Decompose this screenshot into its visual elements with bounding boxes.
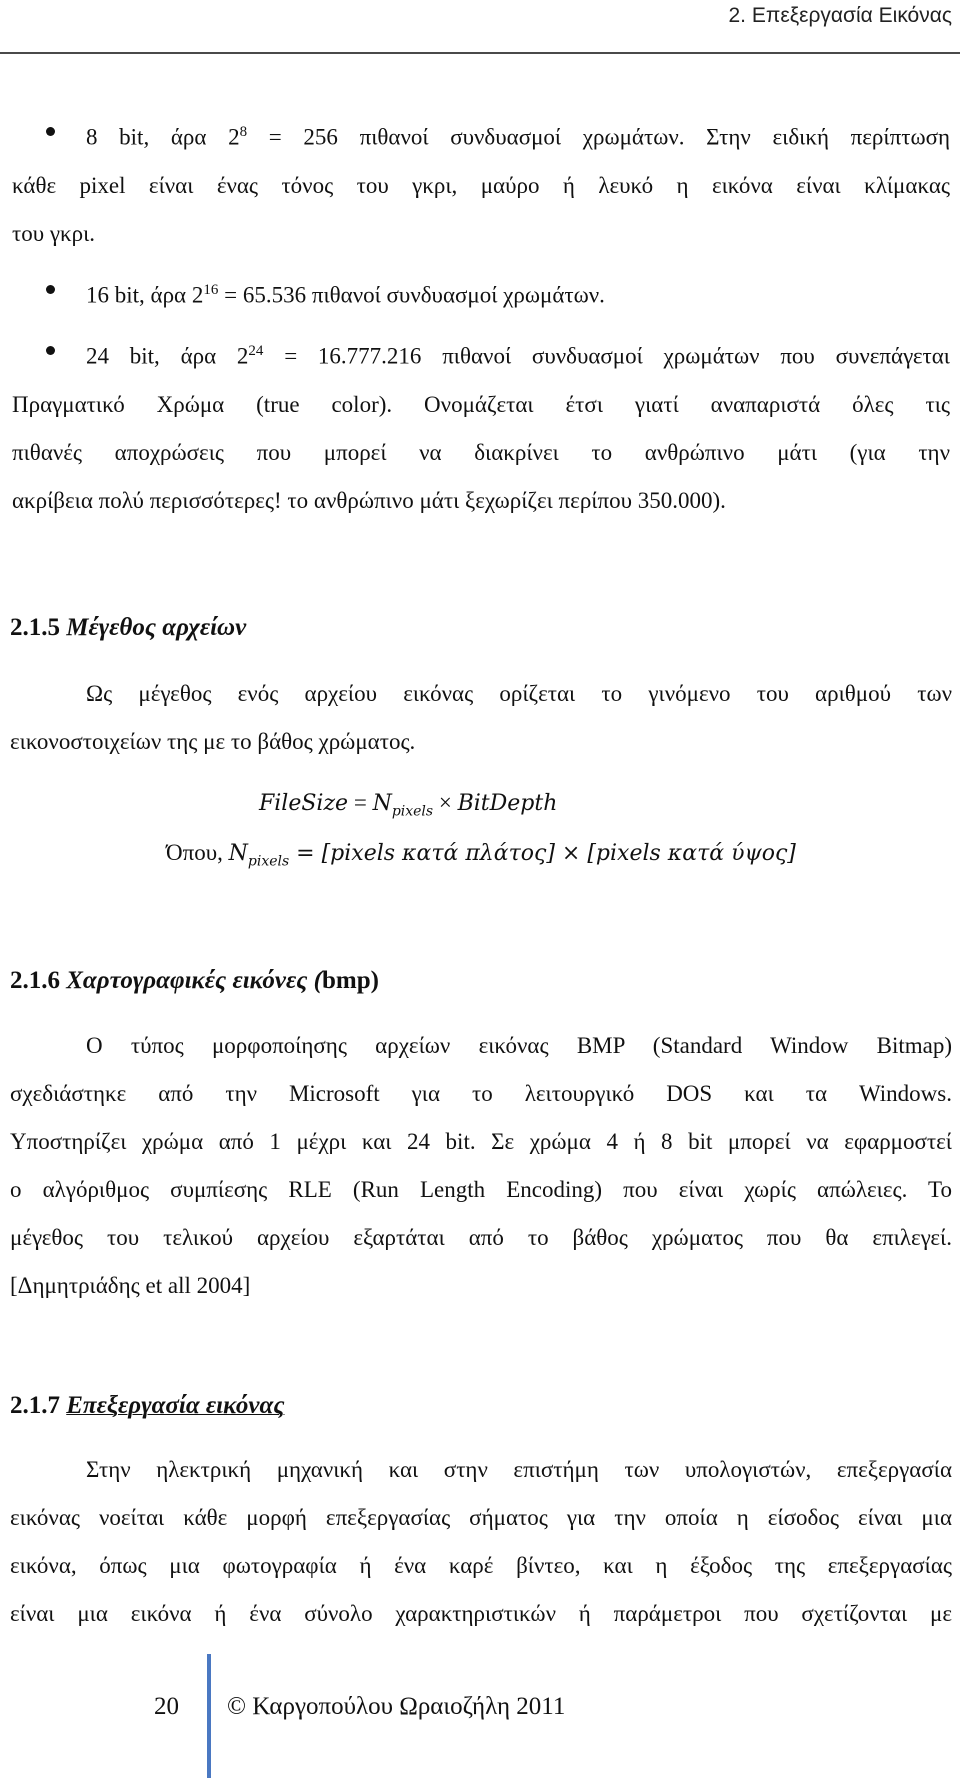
section-title: Χαρτογραφικές εικόνες ( (66, 967, 322, 994)
bullet-text: 8 bit, άρα 2 (86, 124, 240, 150)
bullet-line: κάθε pixel είναι ένας τόνος του γκρι, μαύρο ή λευκό η εικόνα είναι κλίμακας (12, 172, 950, 198)
paragraph-image-processing (10, 1446, 952, 1638)
paragraph-line: Ως μέγεθος ενός αρχείου εικόνας ορίζεται το γινόμενο του αριθμού των (86, 681, 952, 706)
paragraph-line: ο αλγόριθμος συμπίεσης RLE (Run Length Encoding) που είναι χωρίς απώλειες. Το (10, 1177, 952, 1202)
paragraph-line: εικονοστοιχείων της με το βάθος χρώματος. (10, 729, 416, 754)
formula-operator: = (348, 790, 373, 815)
section-title: Μέγεθος αρχείων (66, 614, 247, 641)
section-heading-2-1-6 (10, 964, 379, 998)
bullet-line: ακρίβεια πολύ περισσότερες! το ανθρώπινο μάτι ξεχωρίζει περίπου 350.000). (12, 487, 726, 513)
formula-term: FileSize (259, 791, 349, 816)
bullet-dot-icon (46, 285, 55, 294)
bullet-line: πιθανές αποχρώσεις που μπορεί να διακρίνει το ανθρώπινο μάτι (για την (12, 439, 950, 465)
footer-divider (207, 1654, 211, 1778)
formula-term: N (228, 841, 248, 866)
bullet-text: = 65.536 πιθανοί συνδυασμοί χρωμάτων. (218, 282, 605, 308)
exponent: 8 (239, 124, 248, 140)
exponent: 16 (203, 281, 219, 298)
paragraph-line: μέγεθος του τελικού αρχείου εξαρτάται από το βάθος χρώματος που θα επιλεγεί. (10, 1225, 952, 1250)
paragraph-line: Ο τύπος μορφοποίησης αρχείων εικόνας BMP (Standard Window Bitmap) (86, 1033, 952, 1058)
paragraph-line: σχεδιάστηκε από την Microsoft για το λειτουργικό DOS και τα Windows. (10, 1081, 952, 1106)
formula-term: = [pixels κατά πλάτος] × [pixels κατά ύψος] (289, 841, 796, 866)
formula-term: BitDepth (457, 791, 558, 816)
section-number: 2.1.7 (10, 1392, 67, 1419)
formula-subscript: pixels (247, 853, 290, 870)
paragraph-line: Στην ηλεκτρική μηχανική και στην επιστήμη των υπολογιστών, επεξεργασία (86, 1457, 952, 1482)
formula-operator: × (433, 790, 458, 815)
bullet-dot-icon (46, 346, 55, 355)
paragraph-line: εικόνας νοείται κάθε μορφή επεξεργασίας σήματος για την οποία η είσοδος είναι μια (10, 1505, 952, 1530)
section-heading-2-1-7 (10, 1389, 284, 1423)
section-title: Επεξεργασία εικόνας (66, 1392, 285, 1419)
paragraph-line: [Δημητριάδης et all 2004] (10, 1273, 251, 1298)
formula-term: N (372, 791, 392, 816)
formula-file-size (259, 787, 557, 827)
page-number: 20 (154, 1693, 179, 1720)
bullet-text: 16 bit, άρα 2 (86, 282, 204, 308)
formula-pixel-count (166, 837, 796, 877)
bullet-line: Πραγματικό Χρώμα (true color). Ονομάζεται έτσι γιατί αναπαριστά όλες τις (12, 391, 950, 417)
section-number: 2.1.6 (10, 967, 67, 994)
formula-label: Όπου, (166, 840, 229, 865)
bullet-list (0, 108, 960, 525)
formula-subscript: pixels (391, 803, 434, 820)
paragraph-line: είναι μια εικόνα ή ένα σύνολο χαρακτηριστικών ή παράμετροι που σχετίζονται με (10, 1601, 952, 1626)
bullet-line: του γκρι. (12, 220, 96, 246)
bullet-text: 24 bit, άρα 2 (86, 343, 249, 369)
bullet-text: = 16.777.216 πιθανοί συνδυασμοί χρωμάτων που συνεπάγεται (263, 343, 950, 369)
section-heading-2-1-5 (10, 611, 246, 645)
exponent: 24 (248, 343, 264, 360)
paragraph-line: εικόνα, όπως μια φωτογραφία ή ένα καρέ βίντεο, και η έξοδος της επεξεργασίας (10, 1553, 952, 1578)
bullet-dot-icon (46, 127, 55, 136)
section-number: 2.1.5 (10, 614, 67, 641)
paragraph-file-size (10, 670, 952, 766)
bullet-text: = 256 πιθανοί συνδυασμοί χρωμάτων. Στην ειδική περίπτωση (247, 124, 951, 150)
bullet-line (86, 108, 950, 162)
paragraph-line: Υποστηρίζει χρώμα από 1 μέχρι και 24 bit. Σε χρώμα 4 ή 8 bit μπορεί να εφαρμοστεί (10, 1129, 952, 1154)
footer-copyright: © Καργοπούλου Ωραιοζήλη 2011 (227, 1693, 566, 1720)
list-item (0, 327, 960, 525)
running-header: 2. Επεξεργασία Εικόνας (728, 4, 952, 27)
header-rule (0, 52, 960, 54)
list-item (0, 108, 960, 258)
paragraph-bmp (10, 1022, 952, 1310)
bullet-line (86, 327, 950, 381)
list-item (0, 266, 960, 320)
bullet-line (86, 266, 950, 320)
section-title-suffix: bmp) (322, 967, 379, 994)
